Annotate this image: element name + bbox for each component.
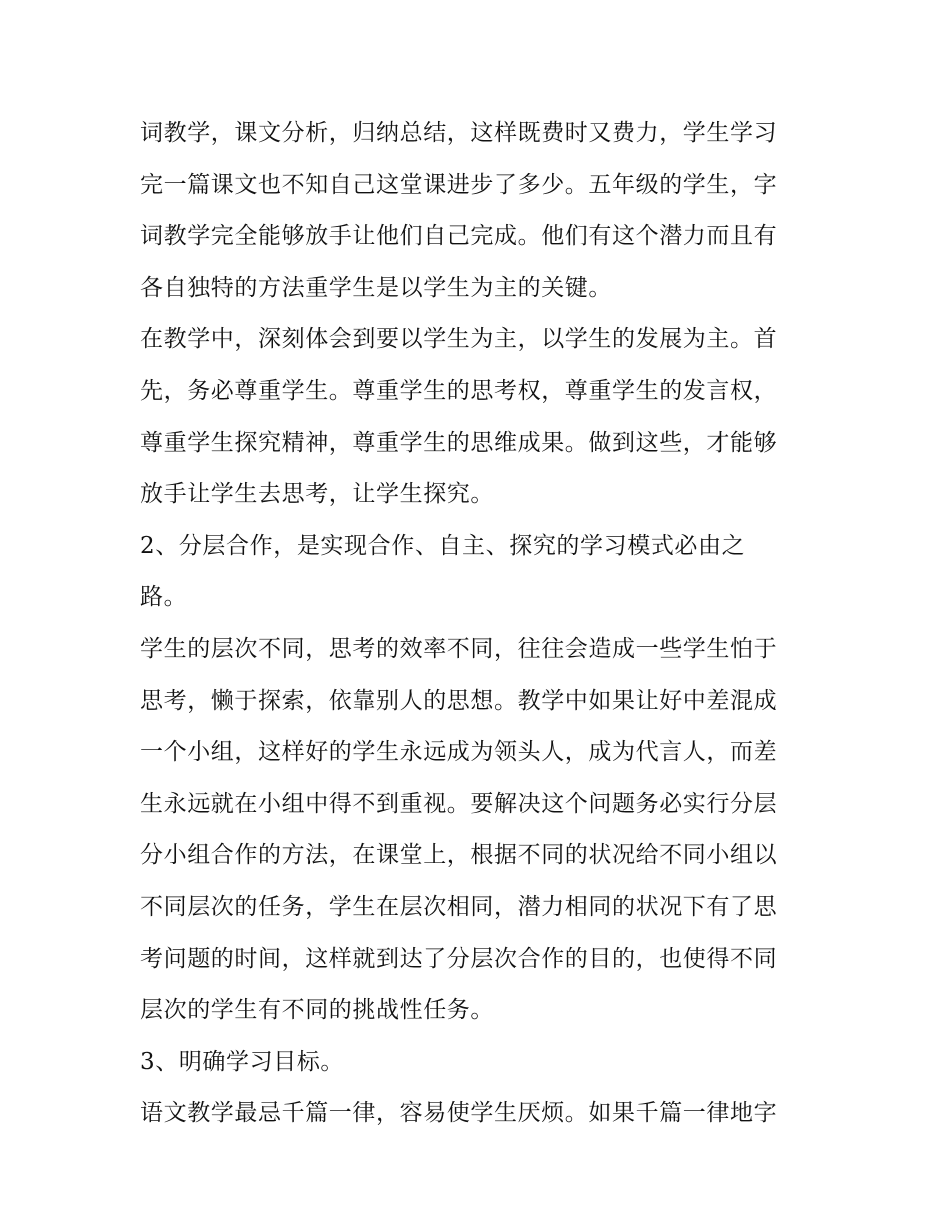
- document-body: [140, 108, 820, 1140]
- text-line: 分小组合作的方法，在课堂上，根据不同的状况给不同小组以: [140, 842, 778, 869]
- text-line: 生永远就在小组中得不到重视。要解决这个问题务必实行分层: [140, 790, 778, 817]
- section-heading: 3、明确学习目标。: [140, 1048, 345, 1075]
- text-line: 考问题的时间，这样就到达了分层次合作的目的，也使得不同: [140, 945, 778, 972]
- text-line: 放手让学生去思考，让学生探究。: [140, 481, 494, 508]
- text-line: 层次的学生有不同的挑战性任务。: [140, 997, 494, 1024]
- text-line: 语文教学最忌千篇一律，容易使学生厌烦。如果千篇一律地字: [140, 1100, 778, 1127]
- text-line: 思考，懒于探索，依靠别人的思想。教学中如果让好中差混成: [140, 687, 778, 714]
- text-line: 词教学，课文分析，归纳总结，这样既费时又费力，学生学习: [140, 120, 778, 146]
- text-line: 在教学中，深刻体会到要以学生为主，以学生的发展为主。首: [140, 326, 778, 353]
- section-heading-continued: 路。: [140, 584, 188, 611]
- section-heading: 2、分层合作，是实现合作、自主、探究的学习模式必由之: [140, 532, 746, 559]
- text-line: 各自独特的方法重学生是以学生为主的关键。: [140, 274, 612, 301]
- text-line: 词教学完全能够放手让他们自己完成。他们有这个潜力而且有: [140, 223, 778, 250]
- text-line: 学生的层次不同，思考的效率不同，往往会造成一些学生怕于: [140, 635, 778, 662]
- text-line: 完一篇课文也不知自己这堂课进步了多少。五年级的学生，字: [140, 171, 778, 198]
- text-line: 一个小组，这样好的学生永远成为领头人，成为代言人，而差: [140, 739, 778, 766]
- text-line: 尊重学生探究精神，尊重学生的思维成果。做到这些，才能够: [140, 429, 778, 456]
- text-line: 不同层次的任务，学生在层次相同，潜力相同的状况下有了思: [140, 893, 778, 920]
- text-line: 先，务必尊重学生。尊重学生的思考权，尊重学生的发言权，: [140, 377, 778, 404]
